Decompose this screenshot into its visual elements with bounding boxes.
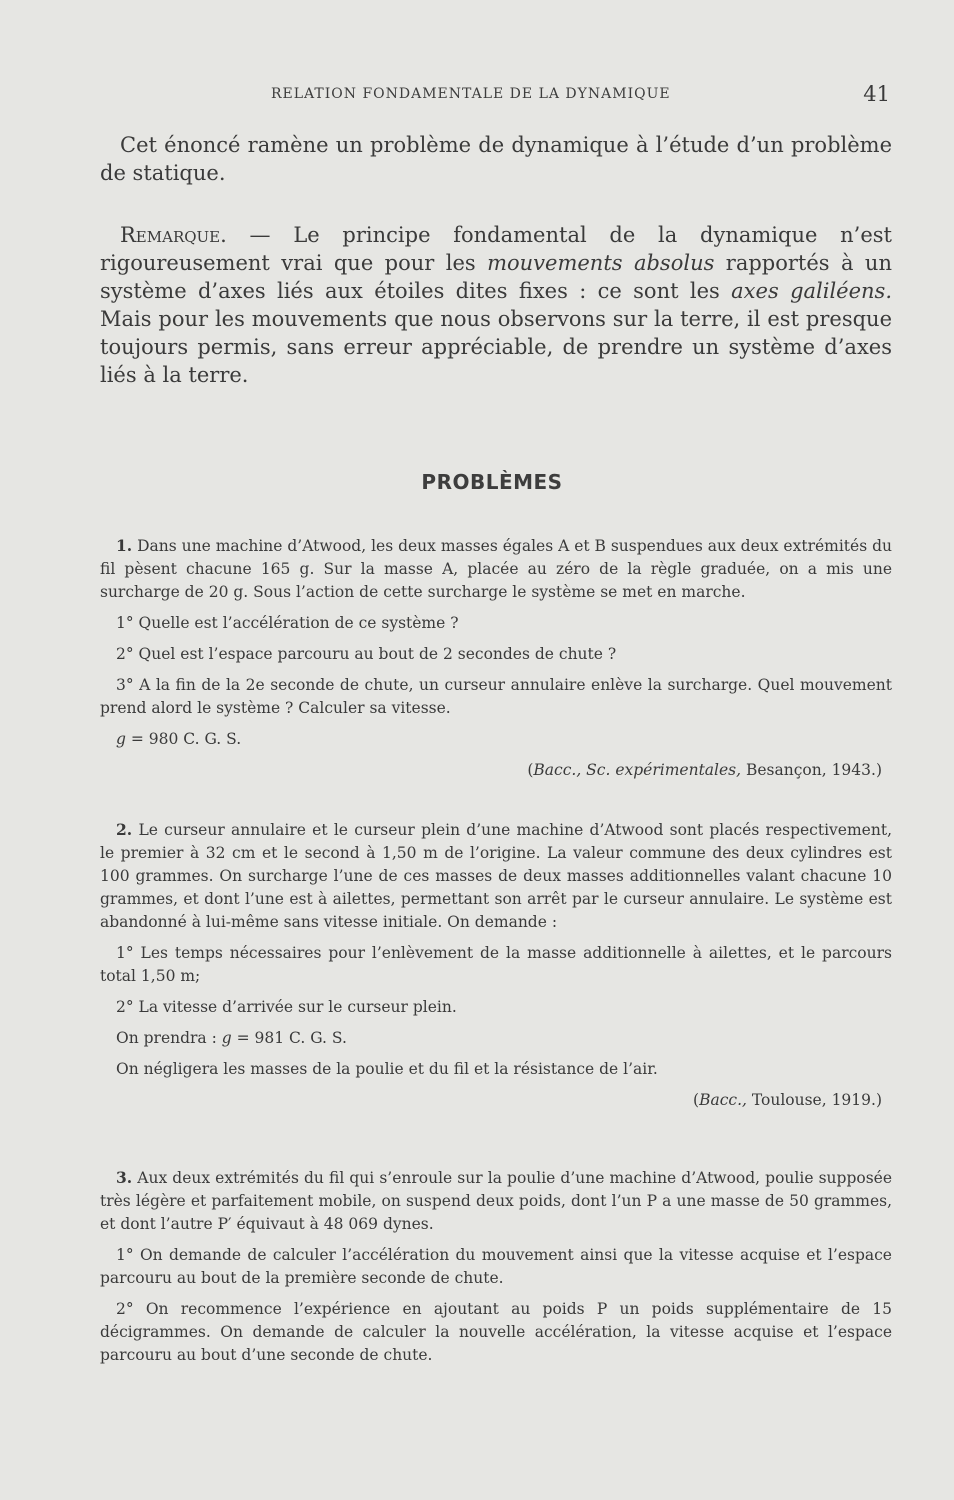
intro-paragraph (100, 131, 892, 187)
remarque-label: Remarque. (120, 223, 227, 247)
problem-number: 3. (116, 1168, 133, 1187)
problem-2 (100, 818, 892, 1112)
remarque-text-3: Mais pour les mouvements que nous observons sur la terre, il est presque toujours permis, sans erreur appréciable, de prendre un système d’axes liés à la terre. (100, 307, 892, 387)
source-paren: ( (693, 1091, 700, 1109)
problem-question: 1° Les temps nécessaires pour l’enlèvement de la masse additionnelle à ailettes, et le parcours total 1,50 m; (100, 944, 892, 985)
problem-source (100, 1089, 892, 1112)
remarque-dash: — (226, 223, 294, 247)
remarque-italic-2: axes galiléens. (731, 279, 893, 303)
problem-statement: Aux deux extrémités du fil qui s’enroule sur la poulie d’une machine d’Atwood, poulie supposée très légère et parfaitement mobile, on suspend deux poids, dont l’un P a une masse de 50 grammes, et dont l’autre P′ équivaut à 48 069 dynes. (100, 1169, 892, 1233)
remarque-paragraph (100, 221, 892, 389)
intro-text: Cet énoncé ramène un problème de dynamique à l’étude d’un problème de statique. (100, 133, 892, 185)
problem-question: 1° On demande de calculer l’accélération du mouvement ainsi que la vitesse acquise et l’espace parcouru au bout de la première seconde de chute. (100, 1246, 892, 1287)
given-prefix: On prendra : (116, 1029, 222, 1047)
problem-question: 2° On recommence l’expérience en ajoutant au poids P un poids supplémentaire de 15 décigrammes. On demande de calculer la nouvelle accélération, la vitesse acquise et l’espace parcouru au bout d’une seconde de chute. (100, 1300, 892, 1364)
problem-question: 2° Quel est l’espace parcouru au bout de 2 secondes de chute ? (116, 645, 617, 663)
given-var: g (116, 730, 126, 748)
running-head: RELATION FONDAMENTALE DE LA DYNAMIQUE (271, 86, 671, 102)
problem-note: On négligera les masses de la poulie et du fil et la résistance de l’air. (116, 1060, 658, 1078)
problem-given (100, 728, 892, 751)
problem-3 (100, 1166, 892, 1367)
problem-given (100, 1027, 892, 1050)
given-var: g (221, 1029, 232, 1047)
source-rest: Besançon, 1943.) (741, 761, 882, 779)
problem-number: 2. (116, 820, 133, 839)
remarque-text-1: Le principe fondamental de la dynamique n’est rigoureusement vrai que pour les (100, 223, 892, 275)
page-number: 41 (863, 82, 890, 106)
section-title: PROBLÈMES (421, 470, 563, 494)
problem-statement: Le curseur annulaire et le curseur plein d’une machine d’Atwood sont placés respectivement, le premier à 32 cm et le second à 1,50 m de l’origine. La valeur commune des deux cylindres est 100 grammes. On surcharge l’une de ces masses de deux masses additionnelles valant chacune 10 grammes, et dont l’une est à ailettes, permettant son arrêt par le curseur annulaire. Le système est abandonné à lui-même sans vitesse initiale. On demande : (100, 821, 892, 931)
remarque-italic-1: mouvements absolus (487, 251, 715, 275)
given-value: = 981 C. G. S. (231, 1029, 347, 1047)
problem-question: 3° A la fin de la 2e seconde de chute, un curseur annulaire enlève la surcharge. Quel mouvement prend alord le système ? Calculer sa vitesse. (100, 676, 892, 717)
given-value: = 980 C. G. S. (125, 730, 242, 748)
problem-question: 1° Quelle est l’accélération de ce système ? (116, 614, 459, 632)
remarque-text-2: rapportés à un système d’axes liés aux étoiles dites fixes : ce sont les (100, 251, 892, 303)
problem-statement: Dans une machine d’Atwood, les deux masses égales A et B suspendues aux deux extrémités du fil pèsent chacune 165 g. Sur la masse A, placée au zéro de la règle graduée, on a mis une surcharge de 20 g. Sous l’action de cette surcharge le système se met en marche. (100, 537, 892, 601)
source-rest: Toulouse, 1919.) (746, 1091, 882, 1109)
problem-number: 1. (116, 536, 133, 555)
source-paren: ( (527, 761, 534, 779)
source-italic: Bacc., Sc. expérimentales, (533, 761, 742, 779)
page-header (105, 82, 890, 110)
problem-1 (100, 534, 892, 782)
source-italic: Bacc., (699, 1091, 747, 1109)
problem-source (100, 759, 892, 782)
problem-question: 2° La vitesse d’arrivée sur le curseur plein. (116, 998, 457, 1016)
